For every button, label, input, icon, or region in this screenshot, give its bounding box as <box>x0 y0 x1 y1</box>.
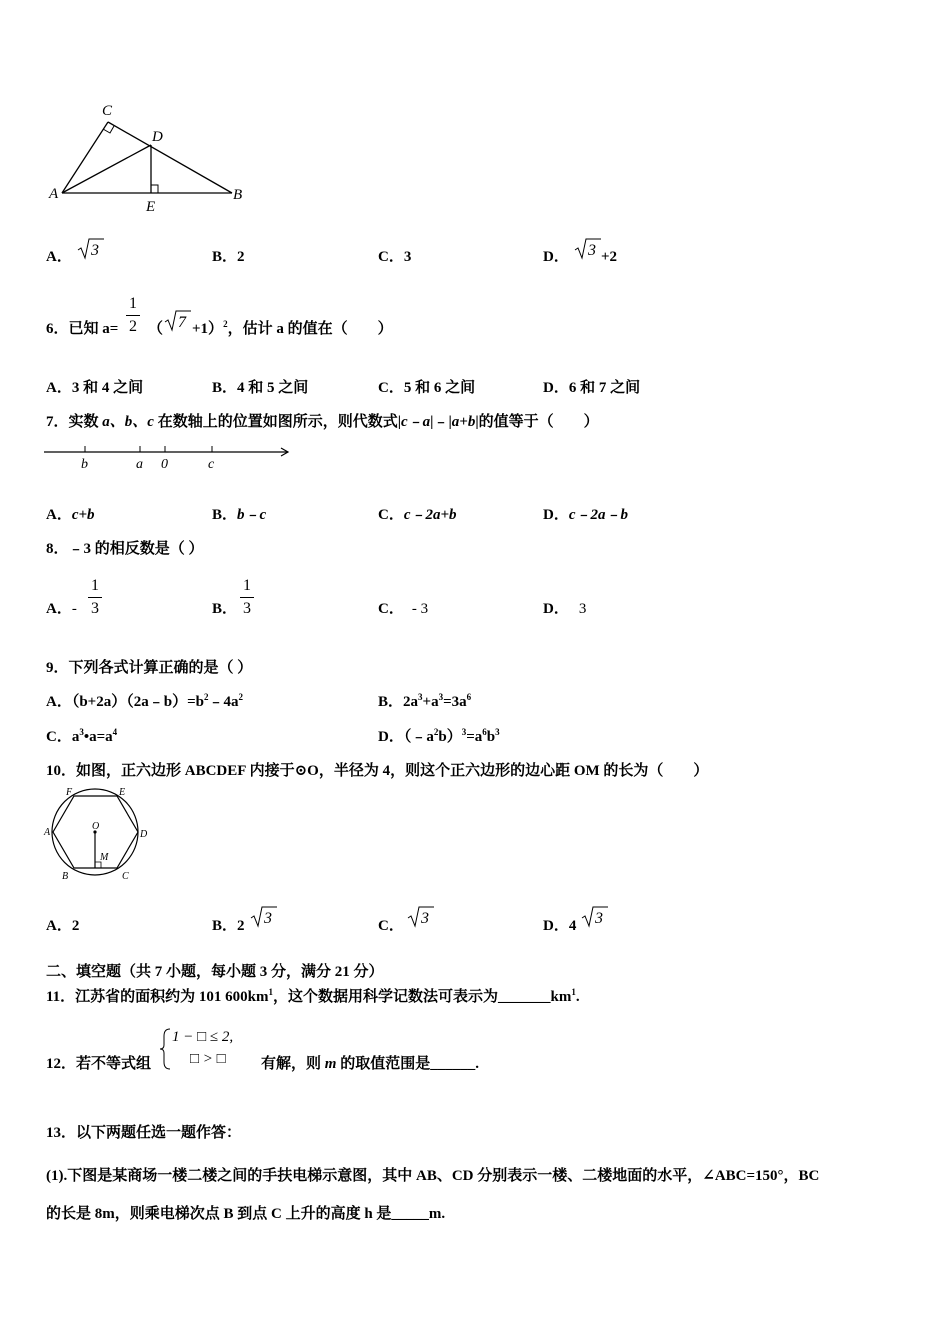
q12-system-line-1: 1 − □ ≤ 2, <box>172 1029 234 1045</box>
triangle-figure <box>40 95 260 220</box>
q10-option-c-sqrt <box>406 904 436 928</box>
q13-part1-line2: 的长是 8m，则乘电梯次点 B 到点 C 上升的高度 h 是_____m. <box>46 1206 446 1222</box>
q7-stem: 7．实数 a、b、c 在数轴上的位置如图所示，则代数式|c﹣a|﹣|a+b|的值等于（ ） <box>46 414 599 430</box>
q6-option-d[interactable]: D．6 和 7 之间 <box>543 380 641 396</box>
label-a: A <box>49 186 59 202</box>
q8-option-d[interactable]: D． 3 <box>543 601 587 617</box>
q9-option-b[interactable]: B．$2a^3+a^3=3a^6$ <box>378 692 472 710</box>
q5-option-a-sqrt <box>76 236 106 260</box>
q6-option-b[interactable]: B．4 和 5 之间 <box>212 380 309 396</box>
hex-label-a: A <box>44 827 51 838</box>
q9-option-d[interactable]: D．$(﹣a^2b)^3=a^6b^3$ <box>378 727 500 745</box>
q7-option-d[interactable]: D．c﹣2a﹣b <box>543 507 629 523</box>
q8-option-b-fraction: 1 3 <box>240 578 254 617</box>
section-heading-fill-blank: 二、填空题（共 7 小题，每小题 3 分，满分 21 分） <box>46 964 384 980</box>
svg-text:3: 3 <box>588 242 596 259</box>
q6-option-a[interactable]: A．3 和 4 之间 <box>46 380 144 396</box>
q9-option-c[interactable]: C．$a^3•a=a^4$ <box>46 727 118 745</box>
edge-ac <box>62 122 108 193</box>
hex-label-f: F <box>66 787 73 798</box>
q11-stem: 11．江苏省的面积约为 101 $600km^1$，这个数据用科学记数法可表示为$\_\_\_\_\_\_\_km^1$. <box>46 987 580 1005</box>
q10-option-c[interactable]: C． <box>378 918 404 934</box>
q12-stem-rest: 有解，则 m 的取值范围是______. <box>261 1056 479 1072</box>
q12-stem-prefix: 12．若不等式组 <box>46 1056 152 1072</box>
q5-option-d-tail: +2 <box>601 249 618 265</box>
svg-text:3: 3 <box>264 910 272 927</box>
axis-label-zero: 0 <box>161 457 168 472</box>
svg-text:3: 3 <box>595 910 603 927</box>
hex-label-d: D <box>140 829 148 840</box>
q9-option-a[interactable]: A．$(b+2a)(2a﹣b)=b^2﹣4a^2$ <box>46 692 243 710</box>
hex-label-m: M <box>100 852 109 863</box>
label-b: B <box>233 187 243 203</box>
q5-option-b[interactable]: B．2 <box>212 249 245 265</box>
q12-brace-icon <box>160 1028 172 1070</box>
q10-stem: 10．如图，正六边形 ABCDEF 内接于⊙O，半径为 4，则这个正六边形的边心距 OM 的长为（ ） <box>46 763 709 779</box>
right-angle-mark-e <box>151 185 158 193</box>
q10-option-b[interactable]: B．2 <box>212 918 245 934</box>
hex-label-o: O <box>92 821 100 832</box>
q10-option-d-sqrt <box>580 904 610 928</box>
hex-label-e: E <box>119 787 126 798</box>
q12-system-line-2: □ > □ <box>190 1051 226 1067</box>
q8-option-c[interactable]: C． - 3 <box>378 601 429 617</box>
q5-option-d[interactable]: D． <box>543 249 569 265</box>
label-d: D <box>152 129 163 145</box>
q9-stem: 9．下列各式计算正确的是（ ） <box>46 660 253 676</box>
q8-option-b[interactable]: B． <box>212 601 238 617</box>
q13-stem: 13．以下两题任选一题作答： <box>46 1125 242 1141</box>
q7-option-a[interactable]: A．c+b <box>46 507 95 523</box>
label-e: E <box>146 199 156 215</box>
axis-label-a: a <box>136 457 143 472</box>
number-line <box>44 440 294 475</box>
q6-sqrt <box>163 308 193 332</box>
q8-option-a-fraction: 1 3 <box>88 578 102 617</box>
hexagon-figure <box>42 787 157 882</box>
svg-text:7: 7 <box>178 314 186 331</box>
q5-option-c[interactable]: C．3 <box>378 249 412 265</box>
q10-option-b-sqrt <box>249 904 279 928</box>
q5-option-d-sqrt <box>573 236 603 260</box>
q6-stem-rest: +1）$^2$，估计 a 的值在（ ） <box>192 319 393 337</box>
svg-text:3: 3 <box>91 242 99 259</box>
axis-label-b: b <box>81 457 88 472</box>
q8-option-a[interactable]: A．- <box>46 601 77 617</box>
q7-option-c[interactable]: C．c﹣2a+b <box>378 507 457 523</box>
svg-text:3: 3 <box>421 910 429 927</box>
label-c: C <box>102 103 113 119</box>
axis-label-c: c <box>208 457 215 472</box>
hex-label-b: B <box>62 871 69 882</box>
q13-part1-line1: (1).下图是某商场一楼二楼之间的手扶电梯示意图，其中 AB、CD 分别表示一楼、二楼地面的水平，∠ABC=150°，BC <box>46 1168 820 1184</box>
q10-option-d[interactable]: D．4 <box>543 918 577 934</box>
q7-option-b[interactable]: B．b﹣c <box>212 507 267 523</box>
segment-ad <box>62 145 151 193</box>
q6-stem-prefix: 6．已知 a= <box>46 321 119 337</box>
q5-option-a[interactable]: A． <box>46 249 72 265</box>
q6-paren: （ <box>148 321 164 337</box>
q8-stem: 8．﹣3 的相反数是（ ） <box>46 541 204 557</box>
q10-option-a[interactable]: A．2 <box>46 918 80 934</box>
q6-option-c[interactable]: C．5 和 6 之间 <box>378 380 476 396</box>
q6-fraction: 1 2 <box>126 296 140 335</box>
hex-label-c: C <box>122 871 129 882</box>
